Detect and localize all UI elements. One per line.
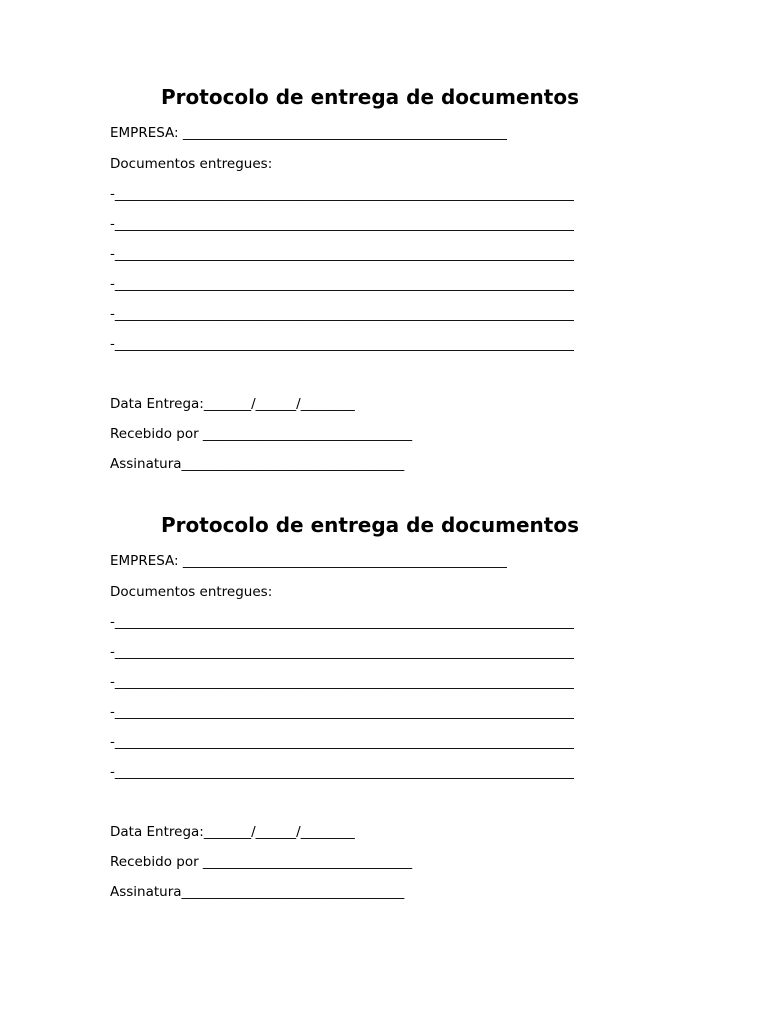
document-line-4[interactable]: -____________________________________________________________________ xyxy=(110,704,574,720)
form-title: Protocolo de entrega de documentos xyxy=(161,85,579,109)
document-line-5[interactable]: -____________________________________________________________________ xyxy=(110,306,574,322)
document-lines xyxy=(110,179,630,359)
documents-label: Documentos entregues: xyxy=(110,584,273,600)
signature-field[interactable]: Assinatura_________________________________ xyxy=(110,456,405,472)
empresa-field[interactable]: EMPRESA: ________________________________________________ xyxy=(110,553,507,569)
spacer xyxy=(110,359,630,389)
delivery-protocol-form-2 xyxy=(110,512,630,907)
document-line-6[interactable]: -____________________________________________________________________ xyxy=(110,336,574,352)
delivery-date-field[interactable]: Data Entrega:_______/______/________ xyxy=(110,396,355,412)
form-title: Protocolo de entrega de documentos xyxy=(161,513,579,537)
document-line-2[interactable]: -____________________________________________________________________ xyxy=(110,216,574,232)
document-line-3[interactable]: -____________________________________________________________________ xyxy=(110,674,574,690)
documents-label: Documentos entregues: xyxy=(110,156,273,172)
spacer xyxy=(110,787,630,817)
empresa-field[interactable]: EMPRESA: ________________________________________________ xyxy=(110,125,507,141)
delivery-date-field[interactable]: Data Entrega:_______/______/________ xyxy=(110,824,355,840)
document-line-1[interactable]: -____________________________________________________________________ xyxy=(110,614,574,630)
document-line-2[interactable]: -____________________________________________________________________ xyxy=(110,644,574,660)
document-lines xyxy=(110,607,630,787)
document-line-3[interactable]: -____________________________________________________________________ xyxy=(110,246,574,262)
document-line-1[interactable]: -____________________________________________________________________ xyxy=(110,186,574,202)
document-line-4[interactable]: -____________________________________________________________________ xyxy=(110,276,574,292)
delivery-protocol-form-1 xyxy=(110,84,630,479)
received-by-field[interactable]: Recebido por _______________________________ xyxy=(110,854,413,870)
document-line-6[interactable]: -____________________________________________________________________ xyxy=(110,764,574,780)
document-line-5[interactable]: -____________________________________________________________________ xyxy=(110,734,574,750)
received-by-field[interactable]: Recebido por _______________________________ xyxy=(110,426,413,442)
signature-field[interactable]: Assinatura_________________________________ xyxy=(110,884,405,900)
